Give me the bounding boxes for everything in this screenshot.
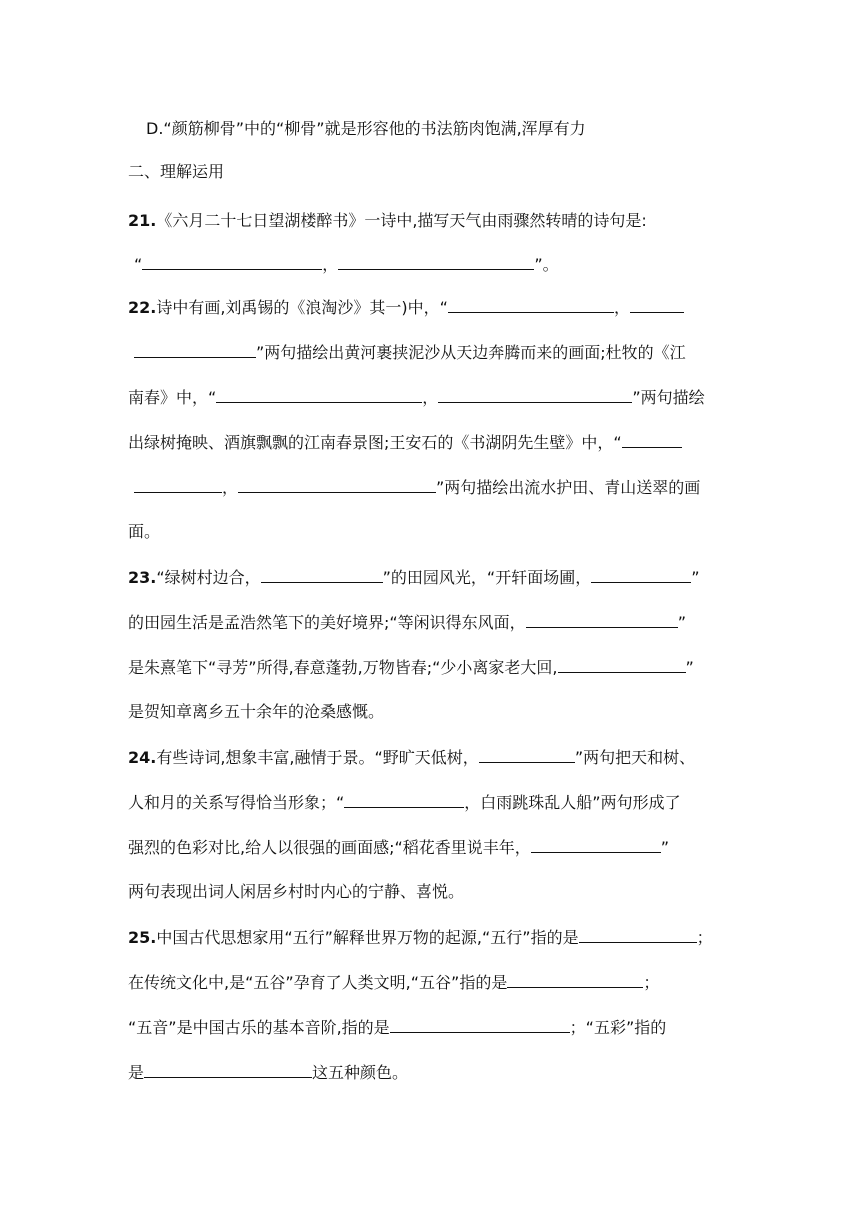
question-22-line-6: [128, 521, 736, 543]
question-text: 中国古代思想家用“五行”解释世界万物的起源,“五行”指的是: [156, 928, 579, 947]
question-text: ”两句描绘: [632, 388, 705, 407]
answer-blank[interactable]: [390, 1016, 570, 1033]
question-22-line-2: [134, 341, 742, 363]
answer-blank[interactable]: [134, 476, 222, 493]
answer-blank[interactable]: [531, 836, 661, 853]
answer-blank[interactable]: [448, 296, 614, 313]
question-23-line-4: [128, 701, 736, 723]
question-text: “绿树村边合，: [156, 568, 261, 587]
question-21-answer: [134, 253, 742, 275]
question-25-line-4: [128, 1061, 736, 1083]
question-22-line-5: [134, 476, 742, 498]
quote-close: ”: [691, 568, 700, 587]
question-text: 《六月二十七日望湖楼醉书》一诗中,描写天气由雨骤然转晴的诗句是:: [156, 211, 647, 230]
question-22: [128, 296, 736, 318]
section-title-text: 二、理解运用: [128, 162, 225, 181]
answer-blank[interactable]: [591, 566, 691, 583]
question-25: [128, 926, 736, 948]
question-text: 人和月的关系写得恰当形象；“: [128, 793, 345, 812]
quote-close: ”: [685, 658, 694, 677]
comma: ，: [222, 478, 239, 497]
question-text: 是贺知章离乡五十余年的沧桑感慨。: [128, 702, 385, 721]
answer-blank[interactable]: [261, 566, 383, 583]
question-23-line-3: [128, 656, 736, 678]
answer-blank[interactable]: [526, 611, 678, 628]
answer-blank[interactable]: [438, 386, 632, 403]
answer-blank[interactable]: [630, 296, 684, 313]
question-number: 24.: [128, 748, 157, 767]
quote-open: “: [134, 255, 143, 274]
question-text: ”两句描绘出流水护田、青山送翠的画: [436, 478, 701, 497]
comma: ，: [613, 298, 630, 317]
question-text: 是朱熹笔下“寻芳”所得,春意蓬勃,万物皆春;“少小离家老大回,: [128, 658, 558, 677]
question-text: 是: [128, 1063, 145, 1082]
quote-close: ”: [660, 838, 670, 857]
question-number: 23.: [128, 568, 157, 587]
quote-close: ”: [677, 613, 686, 632]
answer-blank[interactable]: [238, 476, 436, 493]
semicolon: ；: [643, 973, 660, 992]
answer-blank[interactable]: [579, 926, 697, 943]
section-title: [128, 161, 736, 183]
answer-blank[interactable]: [142, 253, 322, 270]
question-22-line-4: [128, 431, 736, 453]
question-24: [128, 746, 736, 768]
question-text: “五音”是中国古乐的基本音阶,指的是: [128, 1018, 390, 1037]
answer-blank[interactable]: [479, 746, 575, 763]
question-text: 在传统文化中,是“五谷”孕育了人类文明,“五谷”指的是: [128, 973, 508, 992]
quote-close: ”。: [534, 255, 559, 274]
question-25-line-3: [128, 1016, 736, 1038]
question-24-line-2: [128, 791, 736, 813]
question-text: 诗中有画,刘禹锡的《浪淘沙》其一)中，“: [156, 298, 448, 317]
question-22-line-3: [128, 386, 736, 408]
question-number: 22.: [128, 298, 157, 317]
answer-blank[interactable]: [622, 431, 682, 448]
comma: ，: [322, 255, 339, 274]
question-text: 的田园生活是孟浩然笔下的美好境界;“等闲识得东风面，: [128, 613, 526, 632]
question-number: 25.: [128, 928, 157, 947]
question-23: [128, 566, 736, 588]
question-24-line-3: [128, 836, 736, 858]
answer-blank[interactable]: [216, 386, 422, 403]
question-text: ”的田园风光，“开轩面场圃，: [382, 568, 592, 587]
answer-blank[interactable]: [144, 1061, 312, 1078]
question-23-line-2: [128, 611, 736, 633]
question-number: 21.: [128, 211, 157, 230]
option-d: [146, 118, 754, 140]
answer-blank[interactable]: [507, 971, 643, 988]
question-text: 有些诗词,想象丰富,融情于景。“野旷天低树，: [156, 748, 479, 767]
option-d-text: D.“颜筋柳骨”中的“柳骨”就是形容他的书法筋肉饱满,浑厚有力: [146, 119, 586, 138]
semicolon: ；: [696, 928, 713, 947]
question-text: 两句表现出词人闲居乡村时内心的宁静、喜悦。: [128, 882, 465, 901]
question-text: ；“五彩”指的: [569, 1018, 667, 1037]
question-text: 南春》中，“: [128, 388, 217, 407]
answer-blank[interactable]: [558, 656, 686, 673]
answer-blank[interactable]: [338, 253, 534, 270]
question-text: 出绿树掩映、酒旗飘飘的江南春景图;王安石的《书湖阴先生壁》中，“: [128, 433, 622, 452]
question-24-line-4: [128, 881, 736, 903]
question-25-line-2: [128, 971, 736, 993]
question-text: ，白雨跳珠乱人船”两句形成了: [464, 793, 681, 812]
answer-blank[interactable]: [344, 791, 464, 808]
question-text: 面。: [128, 522, 161, 541]
question-text: ”两句把天和树、: [574, 748, 696, 767]
answer-blank[interactable]: [134, 341, 256, 358]
question-21: [128, 210, 736, 232]
question-text: 强烈的色彩对比,给人以很强的画面感;“稻花香里说丰年，: [128, 838, 531, 857]
comma: ，: [422, 388, 439, 407]
question-text: ”两句描绘出黄河裹挟泥沙从天边奔腾而来的画面;杜牧的《江: [256, 343, 686, 362]
question-text: 这五种颜色。: [312, 1063, 409, 1082]
